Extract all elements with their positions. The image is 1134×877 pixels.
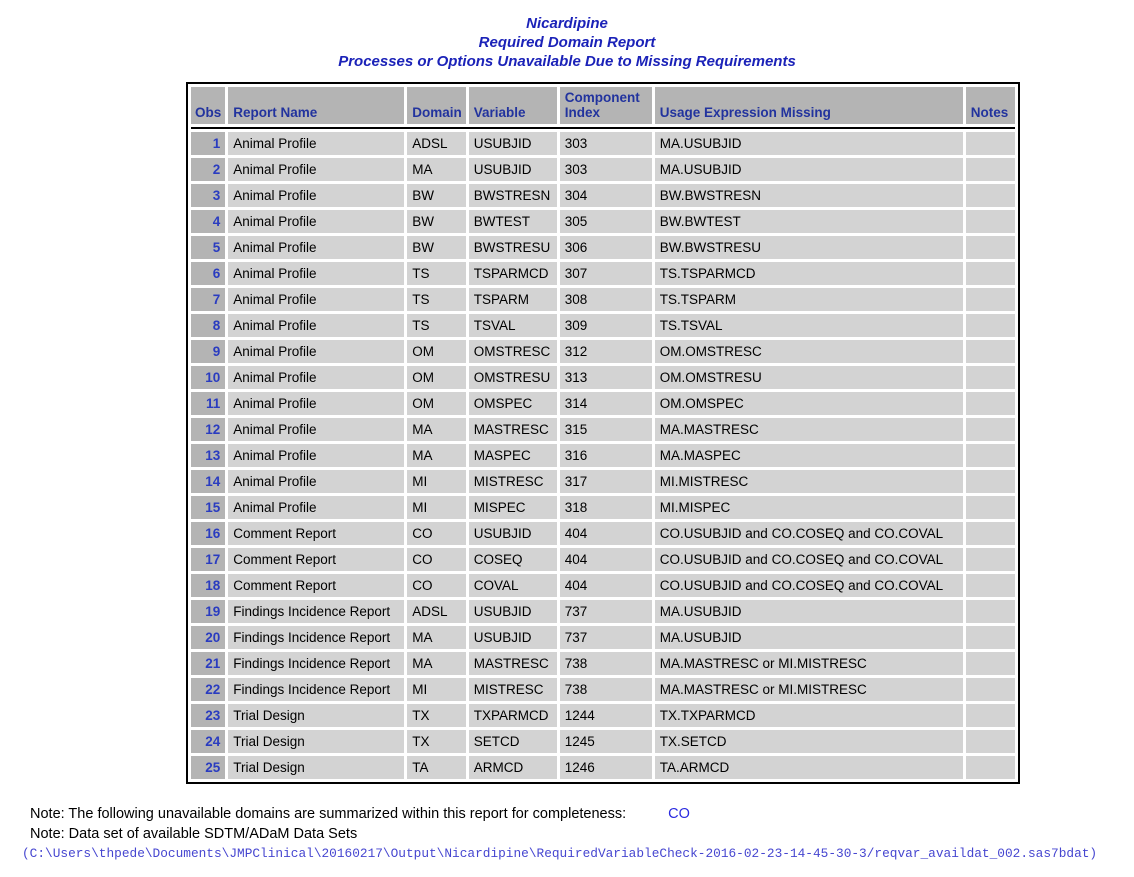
domain-cell: OM — [407, 392, 466, 415]
usage-expression-cell: MI.MISPEC — [655, 496, 963, 519]
domain-cell: CO — [407, 574, 466, 597]
component-index-cell: 303 — [560, 132, 652, 155]
component-index-cell: 313 — [560, 366, 652, 389]
obs-cell: 24 — [191, 730, 225, 753]
component-index-cell: 304 — [560, 184, 652, 207]
column-header-report-name: Report Name — [228, 87, 404, 124]
component-index-cell: 303 — [560, 158, 652, 181]
table-row — [191, 756, 1015, 779]
component-index-cell: 404 — [560, 574, 652, 597]
report-name-cell: Animal Profile — [228, 184, 404, 207]
domain-cell: CO — [407, 548, 466, 571]
note-1-domain-value: CO — [668, 806, 690, 822]
domain-cell: MA — [407, 626, 466, 649]
notes-cell — [966, 444, 1015, 467]
usage-expression-cell: TS.TSPARM — [655, 288, 963, 311]
required-domain-table — [186, 82, 1020, 784]
header-divider — [191, 127, 1015, 129]
obs-cell: 16 — [191, 522, 225, 545]
variable-cell: OMSTRESU — [469, 366, 557, 389]
table-row — [191, 184, 1015, 207]
notes-cell — [966, 522, 1015, 545]
component-index-cell: 312 — [560, 340, 652, 363]
note-1-text: Note: The following unavailable domains are summarized within this report for completeness: — [30, 806, 627, 822]
domain-cell: MA — [407, 418, 466, 441]
usage-expression-cell: MA.USUBJID — [655, 626, 963, 649]
notes-cell — [966, 262, 1015, 285]
variable-cell: MASTRESC — [469, 652, 557, 675]
table-row — [191, 574, 1015, 597]
report-name-cell: Animal Profile — [228, 210, 404, 233]
notes-cell — [966, 600, 1015, 623]
variable-cell: OMSPEC — [469, 392, 557, 415]
note-line-1 — [30, 805, 1097, 825]
variable-cell: USUBJID — [469, 626, 557, 649]
usage-expression-cell: OM.OMSPEC — [655, 392, 963, 415]
obs-cell: 21 — [191, 652, 225, 675]
report-name-cell: Animal Profile — [228, 288, 404, 311]
usage-expression-cell: TS.TSPARMCD — [655, 262, 963, 285]
component-index-cell: 307 — [560, 262, 652, 285]
report-title-line2: Required Domain Report — [478, 34, 656, 51]
table-row — [191, 210, 1015, 233]
notes-cell — [966, 366, 1015, 389]
variable-cell: BWSTRESN — [469, 184, 557, 207]
component-index-cell: 308 — [560, 288, 652, 311]
table-row — [191, 626, 1015, 649]
variable-cell: BWSTRESU — [469, 236, 557, 259]
column-header-usage-expression-missing: Usage Expression Missing — [655, 87, 963, 124]
variable-cell: OMSTRESC — [469, 340, 557, 363]
report-name-cell: Animal Profile — [228, 470, 404, 493]
domain-cell: TX — [407, 730, 466, 753]
table-row — [191, 392, 1015, 415]
obs-cell: 13 — [191, 444, 225, 467]
variable-cell: MASPEC — [469, 444, 557, 467]
domain-cell: TS — [407, 288, 466, 311]
domain-cell: ADSL — [407, 600, 466, 623]
notes-cell — [966, 678, 1015, 701]
component-index-cell: 404 — [560, 548, 652, 571]
report-title-line1: Nicardipine — [526, 15, 608, 32]
variable-cell: MISTRESC — [469, 678, 557, 701]
table-row — [191, 704, 1015, 727]
table-row — [191, 132, 1015, 155]
table-row — [191, 262, 1015, 285]
notes-cell — [966, 756, 1015, 779]
usage-expression-cell: TX.TXPARMCD — [655, 704, 963, 727]
notes-cell — [966, 418, 1015, 441]
domain-cell: TA — [407, 756, 466, 779]
report-name-cell: Findings Incidence Report — [228, 600, 404, 623]
report-name-cell: Animal Profile — [228, 366, 404, 389]
usage-expression-cell: BW.BWSTRESU — [655, 236, 963, 259]
obs-cell: 12 — [191, 418, 225, 441]
report-name-cell: Animal Profile — [228, 314, 404, 337]
usage-expression-cell: TX.SETCD — [655, 730, 963, 753]
domain-cell: OM — [407, 340, 466, 363]
report-name-cell: Animal Profile — [228, 340, 404, 363]
table-row — [191, 496, 1015, 519]
domain-cell: MI — [407, 678, 466, 701]
domain-cell: OM — [407, 366, 466, 389]
variable-cell: SETCD — [469, 730, 557, 753]
obs-cell: 22 — [191, 678, 225, 701]
usage-expression-cell: MA.USUBJID — [655, 158, 963, 181]
report-name-cell: Findings Incidence Report — [228, 678, 404, 701]
notes-cell — [966, 574, 1015, 597]
component-index-cell: 737 — [560, 600, 652, 623]
table-row — [191, 522, 1015, 545]
domain-cell: MA — [407, 158, 466, 181]
component-index-cell: 316 — [560, 444, 652, 467]
note-line-2: Note: Data set of available SDTM/ADaM Data Sets — [30, 825, 358, 842]
report-name-cell: Findings Incidence Report — [228, 626, 404, 649]
notes-cell — [966, 626, 1015, 649]
table-row — [191, 678, 1015, 701]
variable-cell: COVAL — [469, 574, 557, 597]
variable-cell: MISPEC — [469, 496, 557, 519]
table-header-row — [191, 87, 1015, 124]
usage-expression-cell: TS.TSVAL — [655, 314, 963, 337]
notes-cell — [966, 314, 1015, 337]
usage-expression-cell: MA.USUBJID — [655, 132, 963, 155]
notes-cell — [966, 184, 1015, 207]
obs-cell: 17 — [191, 548, 225, 571]
component-index-cell: 314 — [560, 392, 652, 415]
notes-cell — [966, 652, 1015, 675]
notes-cell — [966, 496, 1015, 519]
column-header-domain: Domain — [407, 87, 466, 124]
notes-cell — [966, 730, 1015, 753]
domain-cell: TS — [407, 314, 466, 337]
obs-cell: 20 — [191, 626, 225, 649]
domain-cell: MA — [407, 444, 466, 467]
variable-cell: TSPARM — [469, 288, 557, 311]
notes-cell — [966, 210, 1015, 233]
obs-cell: 4 — [191, 210, 225, 233]
table-row — [191, 730, 1015, 753]
column-header-component-index: Component Index — [560, 87, 652, 124]
usage-expression-cell: MA.MASTRESC or MI.MISTRESC — [655, 678, 963, 701]
table-row — [191, 288, 1015, 311]
variable-cell: MASTRESC — [469, 418, 557, 441]
report-name-cell: Comment Report — [228, 548, 404, 571]
domain-cell: TS — [407, 262, 466, 285]
variable-cell: BWTEST — [469, 210, 557, 233]
domain-cell: ADSL — [407, 132, 466, 155]
component-index-cell: 306 — [560, 236, 652, 259]
usage-expression-cell: TA.ARMCD — [655, 756, 963, 779]
header-divider-line — [191, 127, 1015, 129]
component-index-cell: 1246 — [560, 756, 652, 779]
usage-expression-cell: OM.OMSTRESU — [655, 366, 963, 389]
report-name-cell: Animal Profile — [228, 236, 404, 259]
component-index-cell: 404 — [560, 522, 652, 545]
notes-cell — [966, 132, 1015, 155]
notes-cell — [966, 704, 1015, 727]
obs-cell: 7 — [191, 288, 225, 311]
notes-cell — [966, 236, 1015, 259]
report-name-cell: Trial Design — [228, 756, 404, 779]
component-index-cell: 1244 — [560, 704, 652, 727]
obs-cell: 2 — [191, 158, 225, 181]
report-name-cell: Animal Profile — [228, 158, 404, 181]
table-row — [191, 340, 1015, 363]
obs-cell: 23 — [191, 704, 225, 727]
dataset-file-path: (C:\Users\thpede\Documents\JMPClinical\20160217\Output\Nicardipine\RequiredVariableCheck-2016-02-23-14-45-30-3/reqvar_availdat_002.sas7bdat) — [22, 846, 1098, 861]
component-index-cell: 317 — [560, 470, 652, 493]
obs-cell: 14 — [191, 470, 225, 493]
table-row — [191, 158, 1015, 181]
component-index-cell: 1245 — [560, 730, 652, 753]
component-index-cell: 738 — [560, 652, 652, 675]
notes-cell — [966, 158, 1015, 181]
notes-cell — [966, 340, 1015, 363]
domain-cell: BW — [407, 184, 466, 207]
domain-cell: MI — [407, 470, 466, 493]
table-row — [191, 236, 1015, 259]
report-name-cell: Animal Profile — [228, 392, 404, 415]
component-index-cell: 305 — [560, 210, 652, 233]
report-name-cell: Trial Design — [228, 704, 404, 727]
variable-cell: TSPARMCD — [469, 262, 557, 285]
table-header — [191, 87, 1015, 129]
report-name-cell: Comment Report — [228, 574, 404, 597]
component-index-cell: 315 — [560, 418, 652, 441]
column-header-obs: Obs — [191, 87, 225, 124]
variable-cell: MISTRESC — [469, 470, 557, 493]
table-row — [191, 314, 1015, 337]
obs-cell: 25 — [191, 756, 225, 779]
obs-cell: 19 — [191, 600, 225, 623]
obs-cell: 11 — [191, 392, 225, 415]
domain-cell: MI — [407, 496, 466, 519]
notes-cell — [966, 392, 1015, 415]
column-header-variable: Variable — [469, 87, 557, 124]
usage-expression-cell: MA.MASTRESC or MI.MISTRESC — [655, 652, 963, 675]
domain-cell: BW — [407, 210, 466, 233]
variable-cell: COSEQ — [469, 548, 557, 571]
domain-cell: CO — [407, 522, 466, 545]
obs-cell: 6 — [191, 262, 225, 285]
usage-expression-cell: MA.MASPEC — [655, 444, 963, 467]
usage-expression-cell: MI.MISTRESC — [655, 470, 963, 493]
table-row — [191, 366, 1015, 389]
report-name-cell: Animal Profile — [228, 132, 404, 155]
footer-notes — [22, 805, 1098, 864]
obs-cell: 9 — [191, 340, 225, 363]
column-header-notes: Notes — [966, 87, 1015, 124]
notes-cell — [966, 288, 1015, 311]
report-name-cell: Findings Incidence Report — [228, 652, 404, 675]
usage-expression-cell: MA.MASTRESC — [655, 418, 963, 441]
report-name-cell: Animal Profile — [228, 262, 404, 285]
obs-cell: 1 — [191, 132, 225, 155]
report-name-cell: Animal Profile — [228, 496, 404, 519]
usage-expression-cell: CO.USUBJID and CO.COSEQ and CO.COVAL — [655, 548, 963, 571]
table-row — [191, 470, 1015, 493]
usage-expression-cell: MA.USUBJID — [655, 600, 963, 623]
usage-expression-cell: BW.BWTEST — [655, 210, 963, 233]
report-name-cell: Animal Profile — [228, 418, 404, 441]
variable-cell: USUBJID — [469, 132, 557, 155]
variable-cell: ARMCD — [469, 756, 557, 779]
component-index-cell: 737 — [560, 626, 652, 649]
variable-cell: USUBJID — [469, 158, 557, 181]
table-row — [191, 418, 1015, 441]
notes-cell — [966, 470, 1015, 493]
report-title-line3: Processes or Options Unavailable Due to Missing Requirements — [338, 53, 796, 70]
report-name-cell: Comment Report — [228, 522, 404, 545]
domain-cell: TX — [407, 704, 466, 727]
variable-cell: USUBJID — [469, 522, 557, 545]
variable-cell: TXPARMCD — [469, 704, 557, 727]
obs-cell: 15 — [191, 496, 225, 519]
report-name-cell: Animal Profile — [228, 444, 404, 467]
variable-cell: USUBJID — [469, 600, 557, 623]
table-row — [191, 652, 1015, 675]
obs-cell: 18 — [191, 574, 225, 597]
domain-cell: BW — [407, 236, 466, 259]
obs-cell: 10 — [191, 366, 225, 389]
report-title — [0, 14, 1134, 71]
obs-cell: 8 — [191, 314, 225, 337]
usage-expression-cell: OM.OMSTRESC — [655, 340, 963, 363]
component-index-cell: 318 — [560, 496, 652, 519]
table-row — [191, 600, 1015, 623]
report-name-cell: Trial Design — [228, 730, 404, 753]
table-row — [191, 444, 1015, 467]
obs-cell: 5 — [191, 236, 225, 259]
notes-cell — [966, 548, 1015, 571]
component-index-cell: 309 — [560, 314, 652, 337]
usage-expression-cell: CO.USUBJID and CO.COSEQ and CO.COVAL — [655, 574, 963, 597]
variable-cell: TSVAL — [469, 314, 557, 337]
table-row — [191, 548, 1015, 571]
domain-cell: MA — [407, 652, 466, 675]
component-index-cell: 738 — [560, 678, 652, 701]
usage-expression-cell: BW.BWSTRESN — [655, 184, 963, 207]
usage-expression-cell: CO.USUBJID and CO.COSEQ and CO.COVAL — [655, 522, 963, 545]
obs-cell: 3 — [191, 184, 225, 207]
table-body — [191, 132, 1015, 779]
